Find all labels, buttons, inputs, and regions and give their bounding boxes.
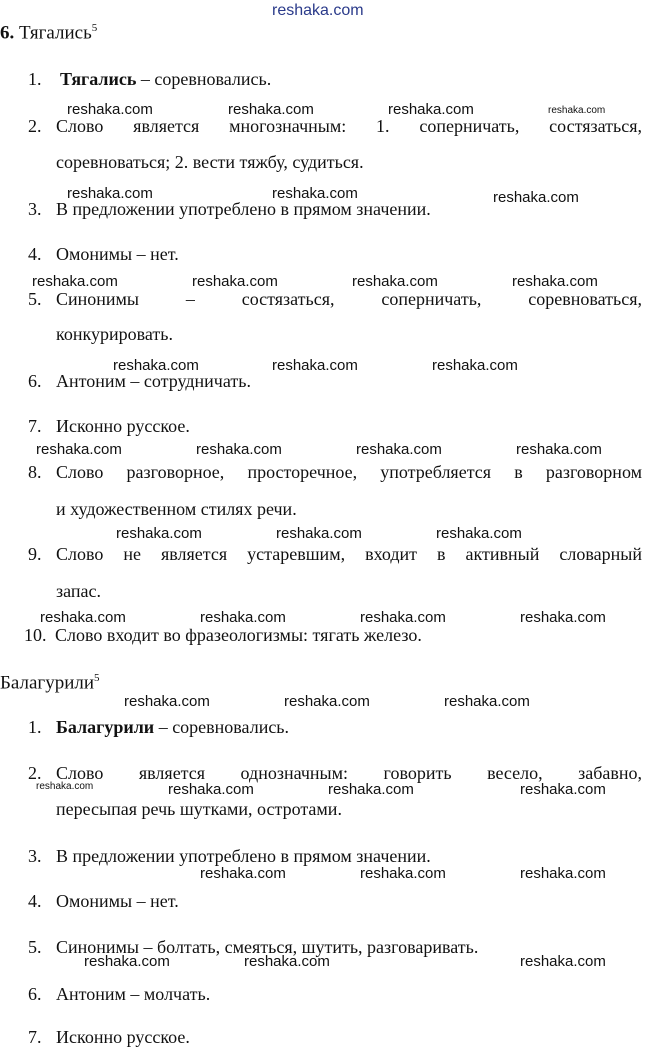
watermark: reshaka.com: [436, 525, 522, 542]
item-number: 3.: [28, 199, 42, 219]
watermark: reshaka.com: [113, 357, 199, 374]
watermark: reshaka.com: [432, 357, 518, 374]
watermark: reshaka.com: [200, 609, 286, 626]
item-text: Слово разговорное, просторечное, употребляется в разговорном: [56, 462, 642, 482]
item-definition: – соревновались.: [154, 717, 290, 737]
item-text: соревноваться; 2. вести тяжбу, судиться.: [56, 152, 364, 172]
watermark: reshaka.com: [124, 693, 210, 710]
item-number: 3.: [28, 846, 42, 866]
item-text: запас.: [56, 581, 101, 601]
watermark: reshaka.com: [493, 189, 579, 206]
item-text: [56, 718, 289, 736]
watermark: reshaka.com: [244, 953, 330, 970]
item-number: 1.: [28, 69, 42, 89]
item-number: 2.: [28, 116, 42, 136]
watermark: reshaka.com: [40, 609, 126, 626]
watermark: reshaka.com: [328, 781, 414, 798]
watermark: reshaka.com: [352, 273, 438, 290]
item-text: Антоним – молчать.: [56, 984, 211, 1004]
watermark: reshaka.com: [520, 865, 606, 882]
footnote-marker: 5: [94, 672, 100, 684]
item-text: пересыпая речь шутками, остротами.: [56, 799, 342, 819]
item-text: Омонимы – нет.: [56, 244, 179, 264]
watermark: reshaka.com: [36, 781, 94, 792]
item-number: 1.: [28, 717, 42, 737]
item-term: Балагурили: [56, 717, 155, 737]
item-text: Синонимы – болтать, смеяться, шутить, разговаривать.: [56, 937, 479, 957]
item-number: 6.: [28, 371, 42, 391]
item-text: и художественном стилях речи.: [56, 499, 297, 519]
item-text: Антоним – сотрудничать.: [56, 371, 251, 391]
item-text: [60, 70, 271, 88]
item-text: Слово является однозначным: говорить весело, забавно,: [56, 763, 642, 783]
watermark: reshaka.com: [36, 441, 122, 458]
item-text: Слово входит во фразеологизмы: тягать железо.: [55, 625, 422, 645]
watermark: reshaka.com: [200, 865, 286, 882]
item-number: 8.: [28, 462, 42, 482]
item-number: 4.: [28, 244, 42, 264]
section-title: Тягались: [19, 22, 92, 44]
item-definition: – соревновались.: [136, 69, 272, 89]
watermark: reshaka.com: [360, 609, 446, 626]
footnote-marker: 5: [91, 22, 98, 34]
item-text: Слово не является устаревшим, входит в активный словарный: [56, 544, 642, 564]
watermark: reshaka.com: [116, 525, 202, 542]
watermark: reshaka.com: [516, 441, 602, 458]
watermark: reshaka.com: [84, 953, 170, 970]
watermark: reshaka.com: [272, 2, 364, 19]
section-title: Балагурили: [0, 672, 95, 694]
item-number: 4.: [28, 891, 42, 911]
watermark: reshaka.com: [360, 865, 446, 882]
watermark: reshaka.com: [356, 441, 442, 458]
watermark: reshaka.com: [272, 185, 358, 202]
item-number: 5.: [28, 289, 42, 309]
watermark: reshaka.com: [192, 273, 278, 290]
item-text: В предложении употреблено в прямом значении.: [56, 199, 431, 219]
watermark: reshaka.com: [276, 525, 362, 542]
watermark: reshaka.com: [548, 105, 606, 116]
watermark: reshaka.com: [32, 273, 118, 290]
watermark: reshaka.com: [67, 101, 153, 118]
watermark: reshaka.com: [512, 273, 598, 290]
item-text: Исконно русское.: [56, 1027, 190, 1047]
item-text: В предложении употреблено в прямом значении.: [56, 846, 431, 866]
item-text: Слово является многозначным: 1. соперничать, состязаться,: [56, 116, 642, 136]
item-number: 2.: [28, 763, 42, 783]
item-text: Исконно русское.: [56, 416, 190, 436]
item-term: Тягались: [60, 69, 137, 89]
watermark: reshaka.com: [520, 953, 606, 970]
item-number: 7.: [28, 1027, 42, 1047]
watermark: reshaka.com: [272, 357, 358, 374]
watermark: reshaka.com: [168, 781, 254, 798]
watermark: reshaka.com: [196, 441, 282, 458]
section-number: 6.: [0, 22, 15, 44]
item-number: 6.: [28, 984, 42, 1004]
section-heading: [0, 673, 100, 692]
section-heading: [0, 23, 97, 42]
item-number: 7.: [28, 416, 42, 436]
item-number: 10.: [24, 625, 47, 645]
item-number: 5.: [28, 937, 42, 957]
watermark: reshaka.com: [520, 609, 606, 626]
watermark: reshaka.com: [228, 101, 314, 118]
watermark: reshaka.com: [520, 781, 606, 798]
watermark: reshaka.com: [67, 185, 153, 202]
item-text: Синонимы – состязаться, соперничать, соревноваться,: [56, 289, 642, 309]
item-text: Омонимы – нет.: [56, 891, 179, 911]
item-number: 9.: [28, 544, 42, 564]
item-text: конкурировать.: [56, 324, 173, 344]
watermark: reshaka.com: [284, 693, 370, 710]
watermark: reshaka.com: [388, 101, 474, 118]
watermark: reshaka.com: [444, 693, 530, 710]
